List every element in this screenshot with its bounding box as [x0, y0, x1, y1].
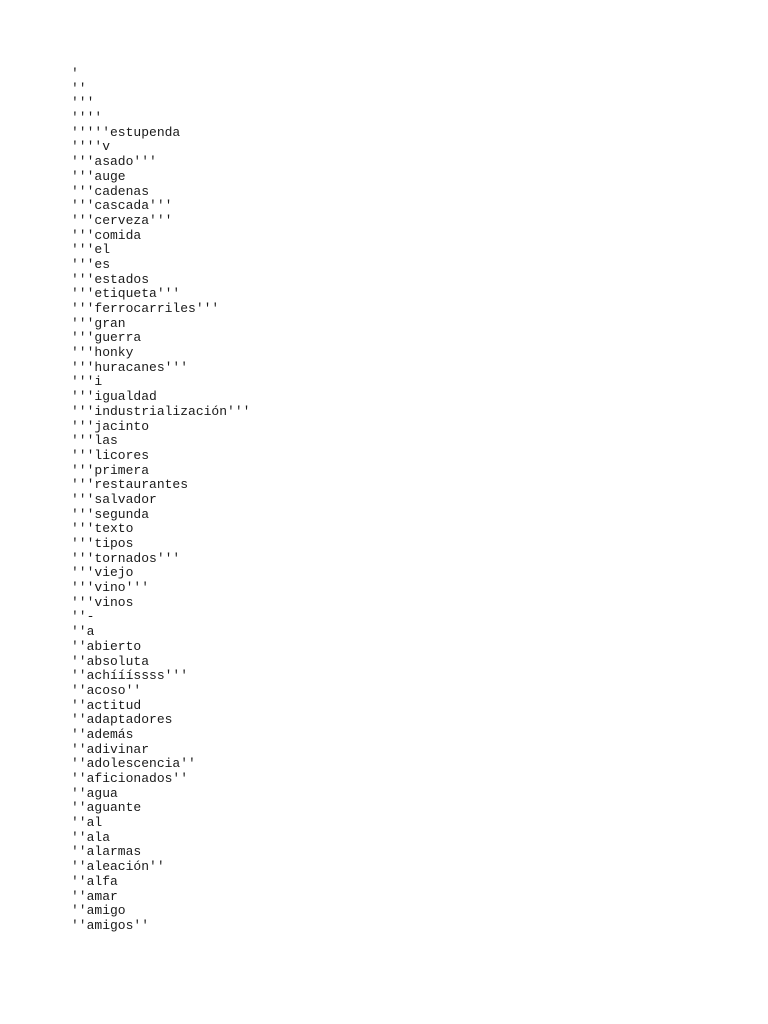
- word-line: ''abierto: [71, 638, 142, 654]
- word-line: ''-: [71, 609, 95, 625]
- word-line: ''achíííssss''': [71, 668, 189, 684]
- word-line: '''tipos: [71, 536, 134, 551]
- document-page: [71, 67, 731, 934]
- word-line: '''viejo: [71, 565, 134, 581]
- word-line: '''estados: [71, 271, 150, 287]
- word-line: ''adaptadores: [71, 712, 173, 728]
- word-line: '''segunda: [71, 506, 150, 522]
- word-line: '''salvador: [71, 491, 157, 507]
- word-line: '''vinos: [71, 594, 134, 610]
- word-line: ': [71, 66, 79, 81]
- word-line: '''jacinto: [71, 418, 150, 434]
- word-line: '''primera: [71, 462, 150, 478]
- word-line: '''el: [71, 242, 111, 258]
- word-line: ''aguante: [71, 800, 142, 816]
- word-line: '''cascada''': [71, 198, 173, 214]
- word-line: ''a: [71, 624, 95, 640]
- word-line: '''i: [71, 374, 103, 390]
- word-line: '''gran: [71, 315, 126, 331]
- word-line: '''tornados''': [71, 550, 181, 566]
- word-line: '''texto: [71, 521, 134, 537]
- word-line: ''acoso'': [71, 682, 142, 698]
- word-line: ''amar: [71, 888, 118, 904]
- word-line: '''cadenas: [71, 183, 150, 199]
- word-line: '''es: [71, 256, 111, 272]
- word-line: ''aficionados'': [71, 771, 189, 786]
- word-line: ''ala: [71, 829, 111, 845]
- word-line: '''industrialización''': [71, 403, 251, 419]
- word-line: '''igualdad: [71, 389, 157, 405]
- word-line: ''adivinar: [71, 741, 150, 757]
- word-line: ''''v: [71, 139, 111, 155]
- word-line: ''actitud: [71, 697, 142, 713]
- word-line: ''amigo: [71, 903, 126, 919]
- word-line: ''adolescencia'': [71, 756, 196, 772]
- word-line: '''huracanes''': [71, 359, 189, 375]
- word-line: '''vino''': [71, 580, 150, 596]
- word-line: '''auge: [71, 168, 126, 184]
- word-line: '''': [71, 110, 103, 126]
- word-line: '''cerveza''': [71, 212, 173, 228]
- word-line: ''además: [71, 726, 134, 742]
- word-line: '''asado''': [71, 154, 157, 170]
- word-line: '''ferrocarriles''': [71, 301, 220, 316]
- word-line: '': [71, 80, 87, 96]
- word-list: [71, 67, 731, 934]
- word-line: ''aleación'': [71, 859, 165, 875]
- word-line: '''honky: [71, 345, 134, 361]
- word-line: ''amigos'': [71, 917, 150, 933]
- word-line: '''restaurantes: [71, 477, 189, 493]
- word-line: ''alfa: [71, 873, 118, 889]
- word-line: '''etiqueta''': [71, 286, 181, 302]
- word-line: ''al: [71, 815, 103, 831]
- word-line: ''agua: [71, 785, 118, 801]
- word-line: '''las: [71, 433, 118, 449]
- word-line: '''comida: [71, 227, 142, 243]
- word-line: '''guerra: [71, 330, 142, 346]
- word-line: ''alarmas: [71, 844, 142, 860]
- word-line: ''absoluta: [71, 653, 150, 669]
- word-line: ''': [71, 95, 95, 111]
- word-line: '''''estupenda: [71, 124, 181, 140]
- word-line: '''licores: [71, 447, 150, 463]
